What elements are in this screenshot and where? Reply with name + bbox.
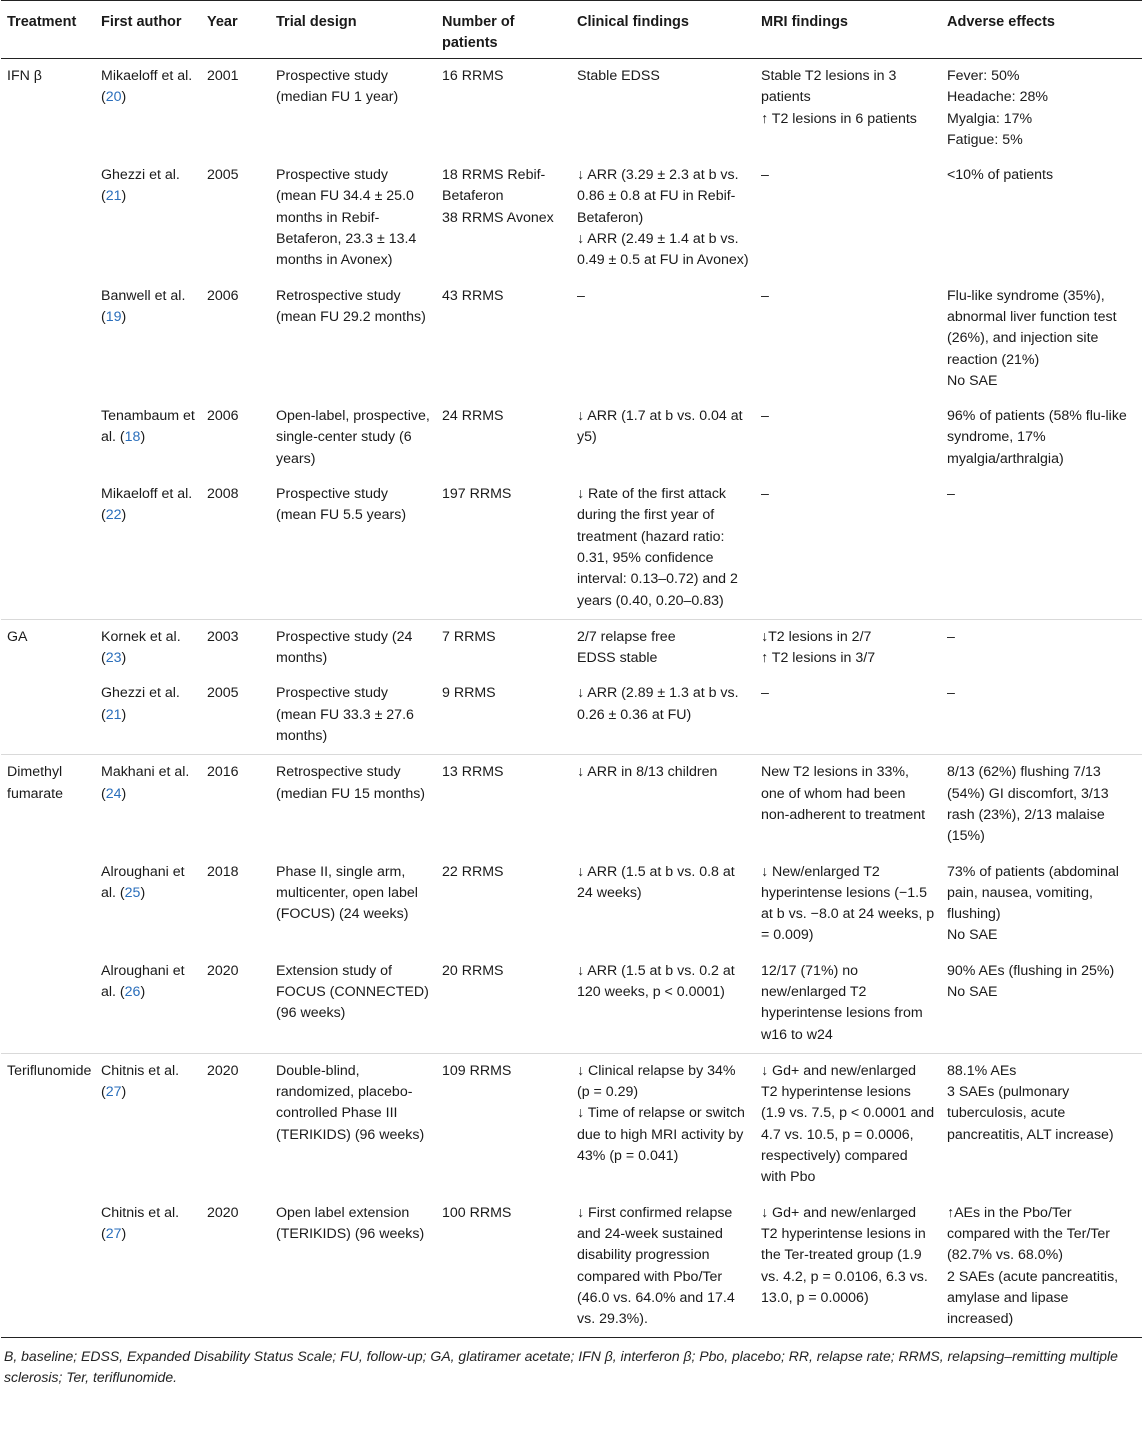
table-row [1,1053,1142,1195]
header-row [1,1,1142,59]
cell-mri-findings [755,399,941,477]
cell-clinical-findings [571,1196,755,1338]
cell-year: 2005 [207,167,239,184]
cell-first-author: Ghezzi et al. (21) [101,685,180,723]
cell-adverse-effects [941,954,1142,1054]
cell-first-author: Chitnis et al. (27) [101,1062,180,1101]
author-name: Chitnis et al. [101,1204,180,1221]
cell-treatment [1,279,95,399]
cell-number-of-patients [436,676,571,754]
cell-mri-findings [755,279,941,399]
clinical-findings-line: ↓ ARR (1.5 at b vs. 0.2 at 120 weeks, p < 0.0001) [577,962,735,1000]
reference-link[interactable]: 27 [105,1084,122,1101]
cell-first-author: Alroughani et al. (26) [101,962,185,1000]
number-of-patients-line: 18 RRMS Rebif-Betaferon [442,167,546,205]
cell-first-author: Tenambaum et al. (18) [101,408,195,446]
cell-trial-design: Prospective study (mean FU 34.4 ± 25.0 months in Rebif-Betaferon, 23.3 ± 13.4 months in Avonex) [276,167,417,269]
cell-trial-design: Open label extension (TERIKIDS) (96 weeks) [276,1204,425,1242]
clinical-findings-line: – [577,287,585,304]
cell-mri-findings [755,158,941,278]
cell-mri-findings [755,59,941,159]
cell-trial-design: Double-blind, randomized, placebo-controlled Phase III (TERIKIDS) (96 weeks) [276,1062,425,1143]
cell-treatment [1,399,95,477]
cell-trial-design: Open-label, prospective, single-center study (6 years) [276,408,430,467]
cell-year: 2001 [207,68,239,84]
cell-clinical-findings [571,676,755,754]
adverse-effects-line: 96% of patients (58% flu-like syndrome, 17% myalgia/arthralgia) [947,408,1127,467]
cell-treatment: IFN β [7,68,42,84]
reference-link[interactable]: 21 [105,188,122,205]
cell-number-of-patients [436,158,571,278]
number-of-patients-line: 38 RRMS Avonex [442,209,554,226]
adverse-effects-line: 88.1% AEs [947,1062,1017,1079]
cell-adverse-effects [941,1196,1142,1338]
cell-clinical-findings [571,619,755,676]
cell-treatment: Dimethyl fumarate [7,764,63,802]
mri-findings-line: New T2 lesions in 33%, one of whom had been non-adherent to treatment [761,764,926,823]
cell-year: 2006 [207,408,239,425]
table-row [1,676,1142,754]
cell-number-of-patients [436,1053,571,1195]
header-number-of-patients: Number of patients [442,14,515,51]
table-row [1,279,1142,399]
table-row [1,59,1142,159]
table-row [1,619,1142,676]
author-name: Ghezzi et al. [101,167,180,184]
number-of-patients-line: 16 RRMS [442,68,504,84]
cell-mri-findings [755,1053,941,1195]
cell-clinical-findings [571,279,755,399]
clinical-findings-line: ↓ Rate of the first attack during the first year of treatment (hazard ratio: 0.31, 95% confidence interval: 0.13–0.72) and 2 years (0.40, 0.20–0.83) [577,486,738,609]
author-name: Tenambaum et al. [101,408,195,446]
number-of-patients-line: 24 RRMS [442,408,504,425]
mri-findings-line: ↓ Gd+ and new/enlarged T2 hyperintense lesions in the Ter-treated group (1.9 vs. 4.2, p = 0.0106, 6.3 vs. 13.0, p = 0.0006) [761,1204,928,1306]
treatment-table [1,0,1142,1338]
clinical-findings-line: ↓ ARR (2.89 ± 1.3 at b vs. 0.26 ± 0.36 at FU) [577,685,739,723]
author-name: Mikaeloff et al. [101,486,193,503]
cell-trial-design: Retrospective study (mean FU 29.2 months) [276,287,426,325]
author-name: Banwell et al. [101,287,186,304]
cell-clinical-findings [571,59,755,159]
cell-number-of-patients [436,619,571,676]
clinical-findings-line: ↓ ARR (1.5 at b vs. 0.8 at 24 weeks) [577,863,735,901]
header-mri-findings: MRI findings [761,14,848,30]
author-name: Ghezzi et al. [101,685,180,702]
mri-findings-line: – [761,408,769,425]
cell-mri-findings [755,1196,941,1338]
cell-first-author: Banwell et al. (19) [101,287,186,325]
cell-adverse-effects [941,279,1142,399]
cell-adverse-effects [941,1053,1142,1195]
reference-link[interactable]: 26 [124,983,141,1000]
clinical-findings-line: ↓ First confirmed relapse and 24-week sustained disability progression compared with Pbo/Ter (46.0 vs. 64.0% and 17.4 vs. 29.3%). [577,1204,735,1328]
mri-findings-line: – [761,685,769,702]
cell-trial-design: Extension study of FOCUS (CONNECTED) (96 weeks) [276,962,429,1022]
adverse-effects-line: 3 SAEs (pulmonary tuberculosis, acute pancreatitis, ALT increase) [947,1084,1114,1143]
cell-trial-design: Retrospective study (median FU 15 months) [276,764,426,802]
cell-clinical-findings [571,954,755,1054]
cell-adverse-effects [941,755,1142,855]
cell-adverse-effects [941,158,1142,278]
clinical-findings-line: ↓ ARR (3.29 ± 2.3 at b vs. 0.86 ± 0.8 at FU in Rebif-Betaferon) [577,167,739,226]
adverse-effects-line: No SAE [947,372,998,389]
cell-year: 2008 [207,486,239,503]
cell-treatment [1,676,95,754]
cell-year: 2006 [207,287,239,304]
cell-first-author: Makhani et al. (24) [101,764,190,802]
mri-findings-line: ↓T2 lesions in 2/7 [761,628,872,645]
cell-trial-design: Prospective study (mean FU 33.3 ± 27.6 months) [276,685,414,745]
cell-clinical-findings [571,755,755,855]
cell-treatment [1,1196,95,1338]
adverse-effects-line: 2 SAEs (acute pancreatitis, amylase and lipase increased) [947,1268,1119,1328]
number-of-patients-line: 20 RRMS [442,962,504,979]
cell-trial-design: Prospective study (24 months) [276,628,413,667]
adverse-effects-line: Myalgia: 17% [947,110,1033,127]
mri-findings-line: ↓ Gd+ and new/enlarged T2 hyperintense lesions (1.9 vs. 7.5, p < 0.0001 and 4.7 vs. 10.5, p = 0.0006, respectively) compared with Pbo [761,1062,935,1186]
cell-adverse-effects [941,676,1142,754]
number-of-patients-line: 13 RRMS [442,764,504,781]
cell-first-author: Ghezzi et al. (21) [101,167,180,205]
cell-first-author: Alroughani et al. (25) [101,863,185,901]
cell-year: 2020 [207,1062,239,1079]
cell-number-of-patients [436,755,571,855]
cell-mri-findings [755,755,941,855]
mri-findings-line: ↑ T2 lesions in 6 patients [761,110,917,127]
mri-findings-line: ↑ T2 lesions in 3/7 [761,650,876,667]
reference-link[interactable]: 22 [105,507,122,524]
clinical-findings-line: ↓ ARR (1.7 at b vs. 0.04 at y5) [577,408,743,446]
header-treatment: Treatment [7,14,77,30]
cell-treatment: Teriflunomide [7,1062,92,1079]
cell-trial-design: Phase II, single arm, multicenter, open label (FOCUS) (24 weeks) [276,863,418,923]
number-of-patients-line: 197 RRMS [442,486,512,503]
cell-treatment [1,855,95,954]
mri-findings-line: 12/17 (71%) no new/enlarged T2 hyperintense lesions from w16 to w24 [761,962,923,1043]
clinical-findings-line: ↓ Time of relapse or switch due to high MRI activity by 43% (p = 0.041) [577,1105,745,1165]
cell-mri-findings [755,855,941,954]
cell-mri-findings [755,619,941,676]
cell-year: 2018 [207,863,239,880]
cell-treatment: GA [7,628,28,645]
adverse-effects-line: Flu-like syndrome (35%), abnormal liver function test (26%), and injection site reaction (21%) [947,287,1117,368]
table-body [1,59,1142,1338]
cell-clinical-findings [571,1053,755,1195]
cell-adverse-effects [941,477,1142,619]
adverse-effects-line: – [947,486,955,503]
header-first-author: First author [101,14,182,30]
cell-trial-design: Prospective study (median FU 1 year) [276,68,399,106]
table-row [1,477,1142,619]
table-row [1,1196,1142,1338]
cell-number-of-patients [436,59,571,159]
cell-clinical-findings [571,399,755,477]
cell-number-of-patients [436,954,571,1054]
reference-link[interactable]: 24 [105,785,122,802]
reference-link[interactable]: 18 [124,429,141,446]
author-name: Makhani et al. [101,764,190,781]
adverse-effects-line: No SAE [947,983,998,1000]
cell-number-of-patients [436,279,571,399]
mri-findings-line: ↓ New/enlarged T2 hyperintense lesions (−1.5 at b vs. −8.0 at 24 weeks, p = 0.009) [761,863,935,944]
table-row [1,158,1142,278]
header-trial-design: Trial design [276,14,357,30]
table-row [1,855,1142,954]
cell-adverse-effects [941,619,1142,676]
cell-first-author: Chitnis et al. (27) [101,1204,180,1242]
author-name: Alroughani et al. [101,863,185,901]
cell-number-of-patients [436,855,571,954]
adverse-effects-line: 8/13 (62%) flushing 7/13 (54%) GI discomfort, 3/13 rash (23%), 2/13 malaise (15%) [947,764,1109,845]
table-row [1,954,1142,1054]
number-of-patients-line: 43 RRMS [442,287,504,304]
number-of-patients-line: 9 RRMS [442,685,496,702]
clinical-findings-line: ↓ Clinical relapse by 34% (p = 0.29) [577,1062,736,1101]
cell-trial-design: Prospective study (mean FU 5.5 years) [276,486,407,524]
adverse-effects-line: – [947,685,955,702]
clinical-findings-line: EDSS stable [577,650,658,667]
number-of-patients-line: 100 RRMS [442,1204,512,1221]
cell-mri-findings [755,954,941,1054]
adverse-effects-line: 90% AEs (flushing in 25%) [947,962,1115,979]
adverse-effects-line: ↑AEs in the Pbo/Ter compared with the Ter/Ter (82.7% vs. 68.0%) [947,1204,1110,1264]
reference-link[interactable]: 27 [105,1225,122,1242]
reference-link[interactable]: 23 [105,650,122,667]
cell-year: 2003 [207,628,239,645]
table-row [1,755,1142,855]
table-footnote: B, baseline; EDSS, Expanded Disability Status Scale; FU, follow-up; GA, glatiramer acetate; IFN β, interferon β; Pbo, placebo; RR, relapse rate; RRMS, relapsing–remitting multiple sclerosis; Ter, teriflunomide. [4,1348,1118,1386]
author-name: Kornek et al. [101,628,181,645]
reference-link[interactable]: 25 [124,884,141,901]
adverse-effects-line: Fever: 50% [947,68,1020,84]
number-of-patients-line: 7 RRMS [442,628,496,645]
cell-number-of-patients [436,1196,571,1338]
clinical-findings-line: ↓ ARR (2.49 ± 1.4 at b vs. 0.49 ± 0.5 at FU in Avonex) [577,231,749,269]
cell-treatment [1,954,95,1054]
cell-number-of-patients [436,399,571,477]
clinical-findings-line: ↓ ARR in 8/13 children [577,764,718,781]
cell-mri-findings [755,477,941,619]
adverse-effects-line: Fatigue: 5% [947,131,1023,148]
mri-findings-line: – [761,287,769,304]
cell-year: 2020 [207,1204,239,1221]
header-adverse-effects: Adverse effects [947,14,1055,30]
adverse-effects-line: Headache: 28% [947,89,1048,106]
cell-treatment [1,477,95,619]
cell-clinical-findings [571,477,755,619]
cell-clinical-findings [571,855,755,954]
cell-adverse-effects [941,399,1142,477]
header-clinical-findings: Clinical findings [577,14,689,30]
cell-year: 2020 [207,962,239,979]
adverse-effects-line: No SAE [947,927,998,944]
reference-link[interactable]: 21 [105,706,122,723]
cell-year: 2005 [207,685,239,702]
cell-adverse-effects [941,855,1142,954]
reference-link[interactable]: 20 [105,89,122,106]
mri-findings-line: Stable T2 lesions in 3 patients [761,68,897,106]
number-of-patients-line: 109 RRMS [442,1062,512,1079]
cell-first-author: Kornek et al. (23) [101,628,181,667]
cell-clinical-findings [571,158,755,278]
adverse-effects-line: 73% of patients (abdominal pain, nausea, vomiting, flushing) [947,863,1119,923]
cell-first-author: Mikaeloff et al. (20) [101,68,193,106]
author-name: Chitnis et al. [101,1062,180,1079]
cell-mri-findings [755,676,941,754]
clinical-findings-line: 2/7 relapse free [577,628,676,645]
author-name: Alroughani et al. [101,962,185,1000]
mri-findings-line: – [761,167,769,184]
adverse-effects-line: <10% of patients [947,167,1054,184]
author-name: Mikaeloff et al. [101,68,193,84]
cell-number-of-patients [436,477,571,619]
number-of-patients-line: 22 RRMS [442,863,504,880]
cell-treatment [1,158,95,278]
cell-first-author: Mikaeloff et al. (22) [101,486,193,524]
clinical-findings-line: Stable EDSS [577,68,660,84]
header-year: Year [207,14,238,30]
reference-link[interactable]: 19 [105,308,122,325]
cell-adverse-effects [941,59,1142,159]
adverse-effects-line: – [947,628,955,645]
cell-year: 2016 [207,764,239,781]
table-row [1,399,1142,477]
mri-findings-line: – [761,486,769,503]
